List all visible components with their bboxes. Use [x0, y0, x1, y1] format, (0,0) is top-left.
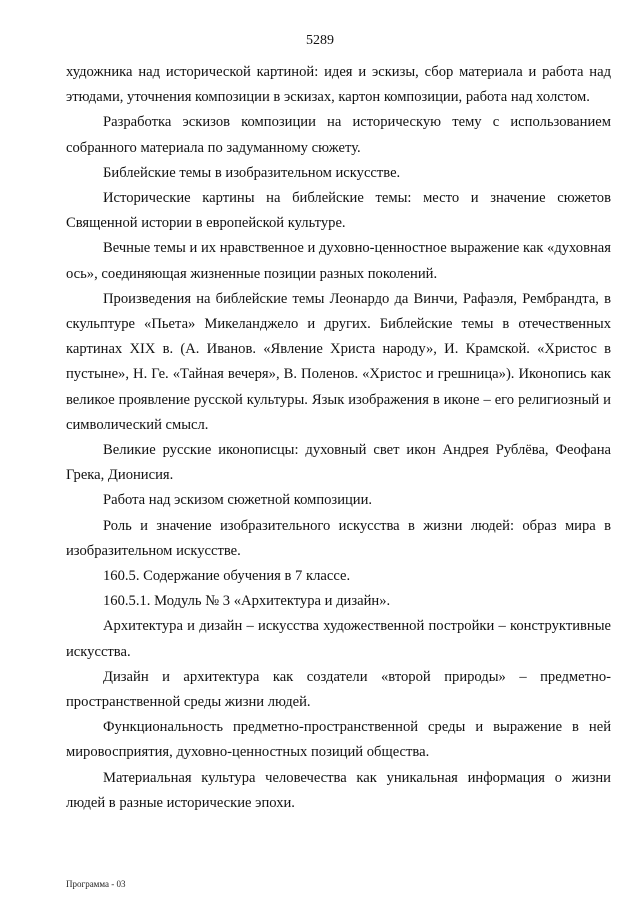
- page-number: 5289: [306, 33, 334, 48]
- paragraph: Вечные темы и их нравственное и духовно-ценностное выражение как «духовная ось», соединяющая жизненные позиции разных поколений.: [66, 240, 611, 282]
- paragraph: Дизайн и архитектура как создатели «второй природы» – предметно-пространственной среды жизни людей.: [66, 668, 611, 711]
- paragraph: Разработка эскизов композиции на историческую тему с использованием собранного материала по задуманному сюжету.: [66, 114, 611, 156]
- paragraph: Произведения на библейские темы Леонардо да Винчи, Рафаэля, Рембрандта, в скульптуре «Пьета» Микеланджело и других. Библейские темы в отечественных картинах XIX в. (А. Иванов. «Явление Христа народу», И. Крамской. «Христос в пустыне», Н. Ге. «Тайная вечеря», В. Поленов. «Христос и грешница»). Иконопись как великое проявление русской культуры. Язык изображения в иконе – его религиозный и символический смысл.: [66, 290, 611, 433]
- paragraph: художника над исторической картиной: идея и эскизы, сбор материала и работа над этюдами, уточнения композиции в эскизах, картон композиции, работа над холстом.: [66, 64, 611, 106]
- paragraph: Функциональность предметно-пространственной среды и выражение в ней мировосприятия, духовно-ценностных позиций общества.: [66, 719, 611, 761]
- paragraph: Роль и значение изобразительного искусства в жизни людей: образ мира в изобразительном искусстве.: [66, 517, 611, 559]
- paragraph: Работа над эскизом сюжетной композиции.: [103, 492, 373, 509]
- footer-label: Программа - 03: [66, 879, 126, 889]
- paragraph: Архитектура и дизайн – искусства художественной постройки – конструктивные искусства.: [66, 618, 611, 660]
- paragraph: Великие русские иконописцы: духовный свет икон Андрея Рублёва, Феофана Грека, Дионисия.: [66, 442, 611, 484]
- paragraph: Исторические картины на библейские темы: место и значение сюжетов Священной истории в европейской культуре.: [66, 190, 611, 232]
- paragraph: Библейские темы в изобразительном искусстве.: [103, 164, 401, 181]
- module-heading: 160.5.1. Модуль № 3 «Архитектура и дизайн».: [103, 593, 391, 610]
- paragraph: Материальная культура человечества как уникальная информация о жизни людей в разные исторические эпохи.: [66, 769, 611, 811]
- section-heading: 160.5. Содержание обучения в 7 классе.: [103, 568, 351, 585]
- body-text: [66, 60, 611, 816]
